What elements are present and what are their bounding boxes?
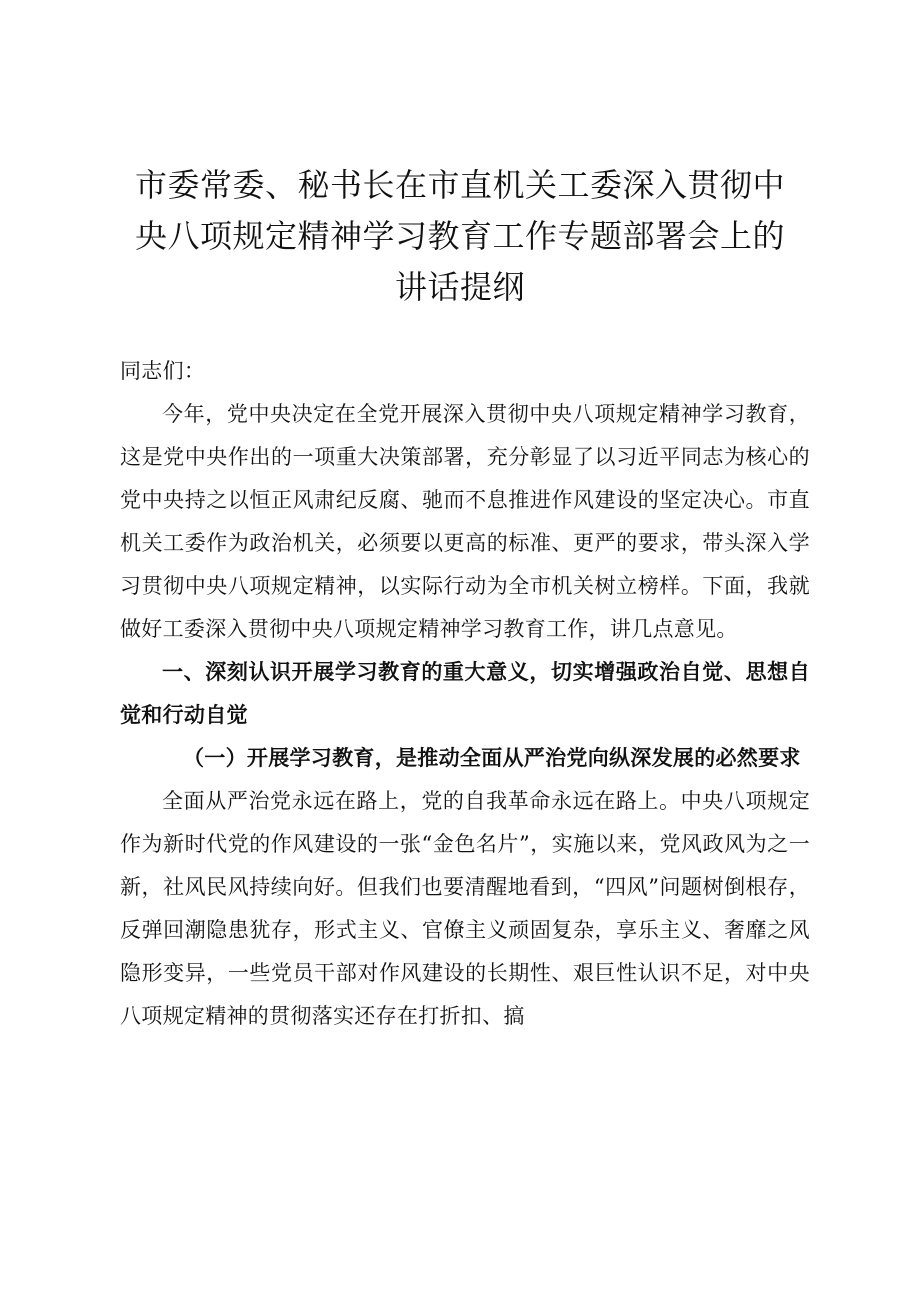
document-body [120,350,810,1038]
subsection-heading-1: （一）开展学习教育，是推动全面从严治党向纵深发展的必然要求 [183,746,801,770]
intro-paragraph: 今年，党中央决定在全党开展深入贯彻中央八项规定精神学习教育，这是党中央作出的一项重大决策部署，充分彰显了以习近平同志为核心的党中央持之以恒正风肃纪反腐、驰而不息推进作风建设的坚定决心。市直机关工委作为政治机关，必须要以更高的标准、更严的要求，带头深入学习贯彻中央八项规定精神，以实际行动为全市机关树立榜样。下面，我就做好工委深入贯彻中央八项规定精神学习教育工作，讲几点意见。 [120,402,810,641]
document-title: 市委常委、秘书长在市直机关工委深入贯彻中央八项规定精神学习教育工作专题部署会上的讲话提纲 [134,166,785,306]
salutation: 同志们： [120,359,206,383]
section-heading-1: 一、深刻认识开展学习教育的重大意义，切实增强政治自觉、思想自觉和行动自觉 [120,660,810,727]
body-paragraph-2: 全面从严治党永远在路上，党的自我革命永远在路上。中央八项规定作为新时代党的作风建设的一张“金色名片”，实施以来，党风政风为之一新，社风民风持续向好。但我们也要清醒地看到，“四风”问题树倒根存，反弹回潮隐患犹存，形式主义、官僚主义顽固复杂，享乐主义、奢靡之风隐形变异，一些党员干部对作风建设的长期性、艰巨性认识不足，对中央八项规定精神的贯彻落实还存在打折扣、搞 [120,789,810,1028]
